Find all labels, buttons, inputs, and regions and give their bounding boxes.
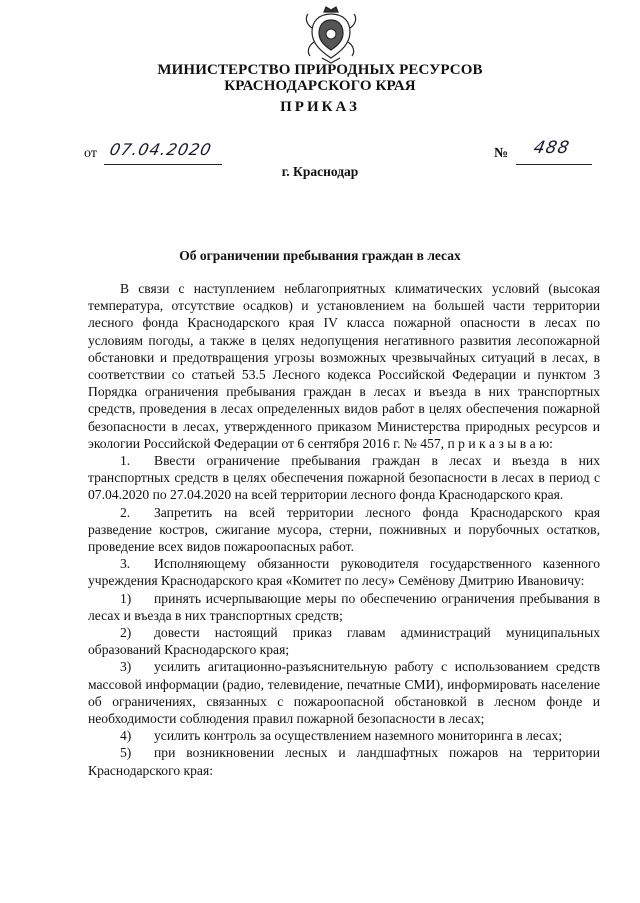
item-text: усилить агитационно-разъяснительную работу с использованием средств массовой информации (радио, телевидение, печатные СМИ), информировать население об ограничениях, связанных с пожароопасной обстановкой в лесном фонде и необходимости соблюдения правил пожарной безопасности в лесах; (88, 659, 600, 727)
date-from-label: от (84, 146, 97, 161)
item-number: 3. (120, 556, 131, 572)
item-2 (88, 504, 600, 556)
item-number: 1. (120, 453, 131, 469)
coat-of-arms-emblem (304, 4, 358, 64)
item-number: 2. (120, 504, 131, 520)
subitem-3 (88, 658, 600, 727)
order-subject: Об ограничении пребывания граждан в лесах (179, 248, 461, 263)
item-number: 2) (120, 625, 132, 641)
item-text: Исполняющему обязанности руководителя государственного казенного учреждения Краснодарского края «Комитет по лесу» Семёнову Дмитрию Ивановичу: (88, 556, 600, 589)
subitem-4 (88, 727, 600, 744)
item-3 (88, 555, 600, 589)
city-name: г. Краснодар (281, 164, 359, 179)
item-text: принять исчерпывающие меры по обеспечению ограничения пребывания в лесах и въезда в них транспортных средств; (88, 590, 600, 623)
number-label: № (494, 146, 509, 161)
item-number: 4) (120, 728, 132, 744)
item-text: Ввести ограничение пребывания граждан в лесах и въезда в них транспортных средств в целях обеспечения пожарной безопасности в лесах в период с 07.04.2020 по 27.04.2020 на всей территории лесного фонда Краснодарского края. (88, 453, 600, 503)
item-text: Запретить на всей территории лесного фонда Краснодарского края разведение костров, сжигание мусора, стерни, пожнивных и порубочных остатков, проведение всех видов пожароопасных работ. (88, 504, 600, 555)
intro-paragraph: В связи с наступлением неблагоприятных климатических условий (высокая температура, отсутствие осадков) и установлением на большей части территории лесного фонда Краснодарского края IV класса пожарной опасности в лесах по условиям погоды, а также в целях недопущения негативного развития лесопожарной обстановки и предотвращения угрозы возможных чрезвычайных ситуаций в лесах, в соответствии со статьей 53.5 Лесного кодекса Российской Федерации и пунктом 3 Порядка ограничения пребывания граждан в лесах и въезда в них транспортных средств, проведения в лесах определенных видов работ в целях обеспечения пожарной безопасности в лесах, утвержденного приказом Министерства природных ресурсов и экологии Российской Федерации от 6 сентября 2016 г. № 457, п р и к а з ы в а ю: (88, 281, 600, 451)
item-text: усилить контроль за осуществлением наземного мониторинга в лесах; (154, 728, 563, 744)
order-body (88, 280, 600, 779)
subitem-5 (88, 744, 600, 778)
number-field (516, 138, 592, 165)
ministry-line-2: КРАСНОДАРСКОГО КРАЯ (224, 78, 416, 94)
doc-type-title: ПРИКАЗ (280, 99, 360, 115)
item-1 (88, 452, 600, 504)
item-text: довести настоящий приказ главам администраций муниципальных образований Краснодарского края; (88, 625, 600, 658)
ministry-line-1: МИНИСТЕРСТВО ПРИРОДНЫХ РЕСУРСОВ (157, 62, 483, 78)
item-number: 5) (120, 745, 132, 761)
subitem-1 (88, 590, 600, 624)
handwritten-number: 488 (531, 138, 572, 158)
ministry-name (0, 62, 640, 94)
item-text: при возникновении лесных и ландшафтных пожаров на территории Краснодарского края: (88, 745, 600, 778)
item-number: 3) (120, 659, 132, 675)
subitem-2 (88, 624, 600, 658)
item-number: 1) (120, 590, 132, 606)
handwritten-date: 07.04.2020 (107, 140, 214, 159)
date-field (104, 140, 222, 165)
